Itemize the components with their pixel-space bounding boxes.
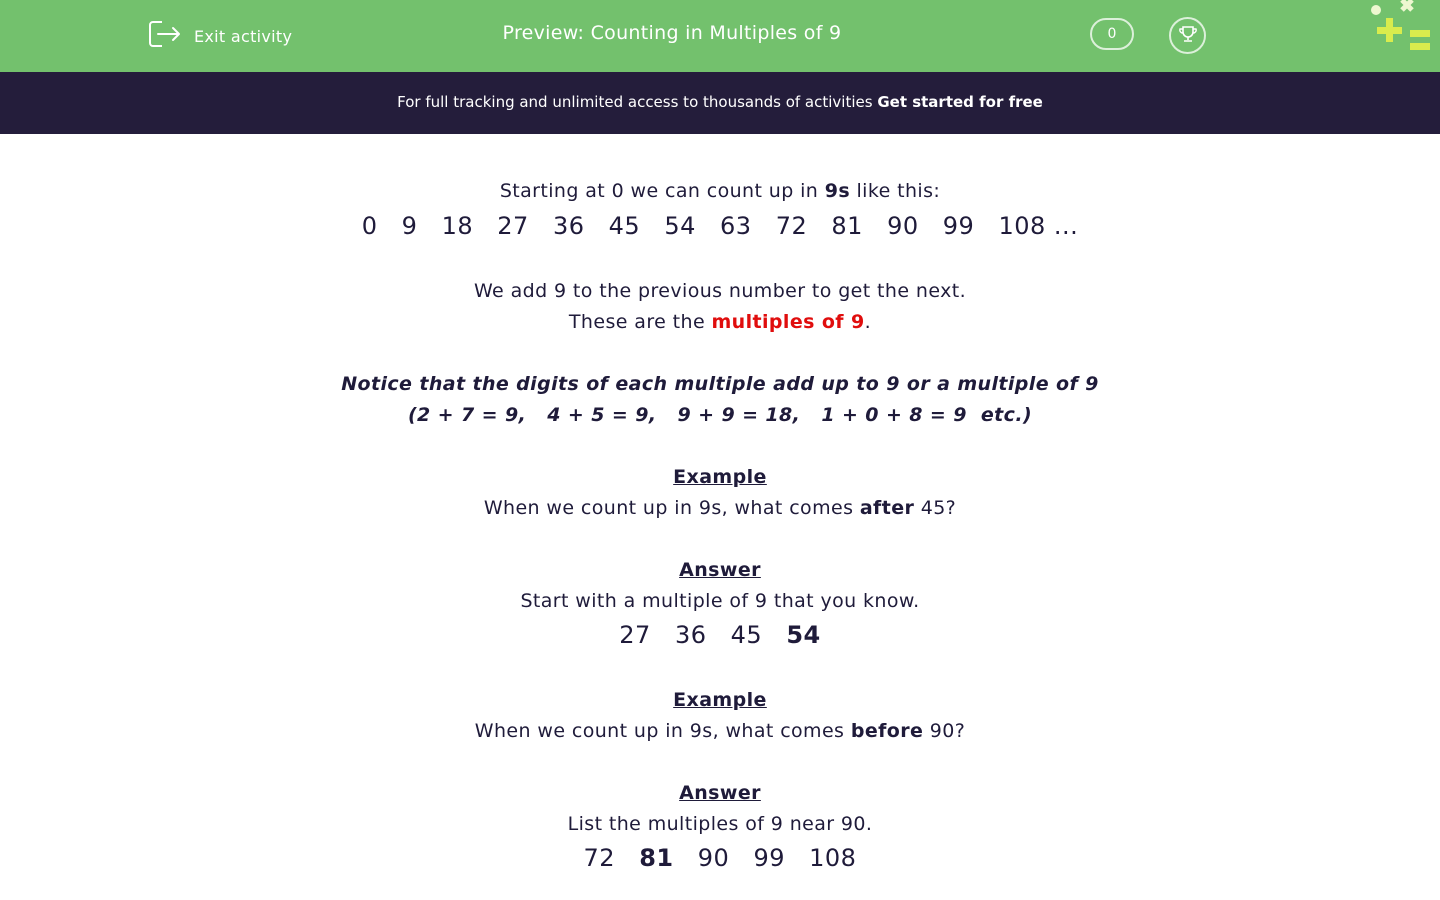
sequence-item: 27	[497, 212, 529, 240]
signup-banner	[0, 72, 1440, 134]
exit-activity-label: Exit activity	[194, 26, 293, 46]
these-post: .	[864, 311, 872, 333]
trophy-icon	[1178, 24, 1198, 48]
notice-examples: (2 + 7 = 9, 4 + 5 = 9, 9 + 9 = 18, 1 + 0 + 8 = 9 etc.)	[407, 404, 1033, 426]
sequence-item: 90	[887, 212, 919, 240]
answer-heading: Answer	[679, 782, 761, 804]
answer-heading: Answer	[679, 559, 761, 581]
sequence-item: 63	[720, 212, 752, 240]
sequence-item: 108 ...	[998, 212, 1079, 240]
sequence-item: 45	[730, 621, 763, 649]
multiples-sequence	[0, 212, 1440, 240]
trophy-button[interactable]	[1169, 17, 1206, 54]
example-question	[0, 497, 1440, 519]
sequence-item: 99	[942, 212, 975, 240]
sequence-item: 54	[664, 212, 696, 240]
answer-text: Start with a multiple of 9 that you know.	[520, 590, 920, 612]
example-pre: When we count up in 9s, what comes	[483, 497, 860, 519]
page-title: Preview: Counting in Multiples of 9	[502, 22, 842, 44]
brand-logo	[1366, 0, 1440, 56]
sequence-item: 81	[831, 212, 863, 240]
answer-sequence	[0, 621, 1440, 649]
answer-sequence	[0, 844, 1440, 872]
add-line: We add 9 to the previous number to get the next.	[473, 280, 967, 302]
sequence-item: 99	[753, 844, 785, 872]
sequence-item: 36	[674, 621, 707, 649]
sequence-item: 9	[401, 212, 418, 240]
example-heading: Example	[673, 466, 767, 488]
these-pre: These are the	[568, 311, 712, 333]
sequence-item: 27	[619, 621, 651, 649]
example-bold: before	[850, 720, 924, 742]
answer-highlight: 81	[639, 844, 674, 872]
intro-post: like this:	[850, 180, 941, 202]
sequence-item: 72	[775, 212, 808, 240]
example-heading: Example	[673, 689, 767, 711]
example-bold: after	[859, 497, 915, 519]
example-post: 90?	[923, 720, 966, 742]
sequence-item: 45	[608, 212, 641, 240]
sequence-item: 90	[697, 844, 730, 872]
banner-text: For full tracking and unlimited access to thousands of activities	[397, 93, 878, 111]
multiples-line	[0, 311, 1440, 333]
top-bar	[0, 0, 1440, 72]
intro-bold: 9s	[824, 180, 851, 202]
score-badge: 0	[1090, 18, 1134, 50]
sequence-item: 36	[552, 212, 585, 240]
get-started-link[interactable]: Get started for free	[877, 93, 1043, 111]
multiples-highlight: multiples of 9	[711, 311, 865, 333]
sequence-item: 18	[441, 212, 474, 240]
intro-pre: Starting at 0 we can count up in	[499, 180, 825, 202]
notice-line: Notice that the digits of each multiple add up to 9 or a multiple of 9	[341, 373, 1099, 395]
sequence-item: 72	[583, 844, 616, 872]
example-post: 45?	[914, 497, 957, 519]
answer-highlight: 54	[786, 621, 821, 649]
intro-line	[0, 180, 1440, 202]
answer-text: List the multiples of 9 near 90.	[567, 813, 873, 835]
example-question	[0, 720, 1440, 742]
sequence-item: 0	[361, 212, 378, 240]
example-pre: When we count up in 9s, what comes	[474, 720, 851, 742]
sequence-item: 108	[809, 844, 857, 872]
